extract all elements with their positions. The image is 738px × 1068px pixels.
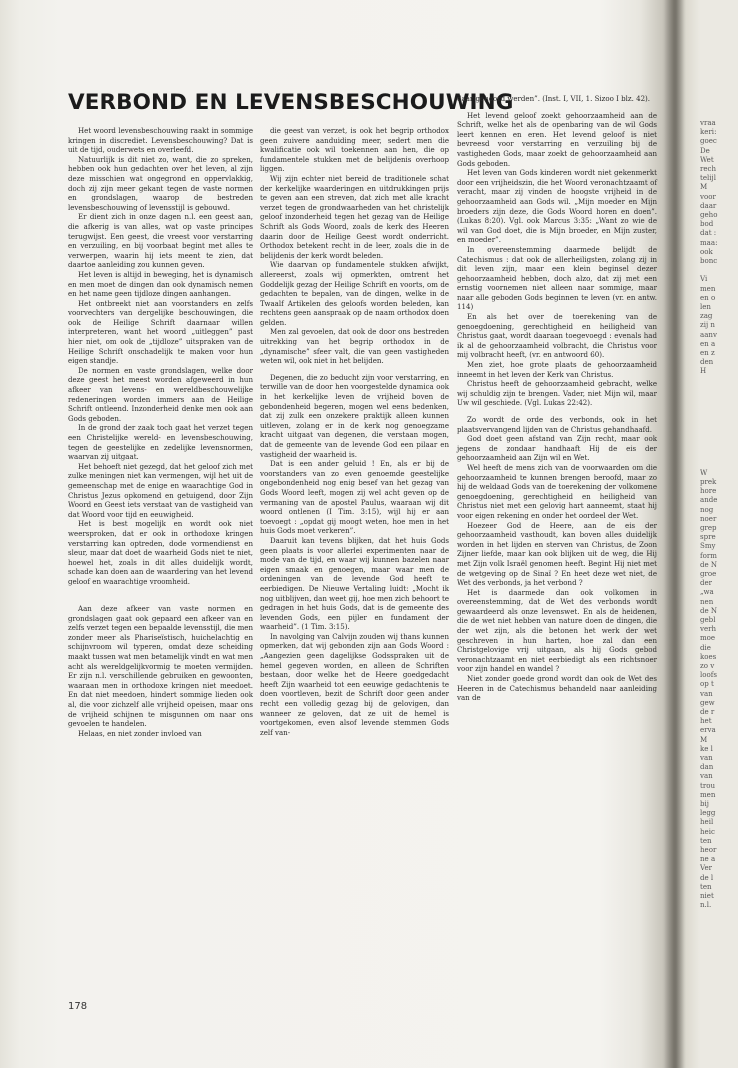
paragraph: Men ziet, hoe grote plaats de gehoorzaamheid inneemt in het leven der Kerk van Christus. bbox=[457, 360, 657, 379]
next-page-line: rech bbox=[700, 164, 717, 174]
paragraph: Dat is een ander geluid ! En, als er bij de voorstanders van zo even genoemde geestelijke ongebondenheid nog enig besef van het gezag van Gods Woord leeft, mogen zij wel acht geven op de vermaning van de apostel Paulus, waaraan wij dit woord ontlenen (I Tim. 3:15), wijl hij er aan toevoegt : „opdat gij moogt weten, hoe men in het huis Gods moet verkeren”. bbox=[260, 459, 449, 536]
next-page-line: en z bbox=[700, 348, 715, 358]
next-page-line: spre bbox=[700, 532, 716, 542]
column-left-bottom bbox=[68, 604, 253, 976]
paragraph: daar gehoord werden”. (Inst. I, VII, 1. Sizoo I blz. 42). bbox=[457, 94, 651, 103]
column-right bbox=[457, 94, 657, 978]
next-page-line: van bbox=[700, 688, 713, 698]
next-page-line: heic bbox=[700, 826, 715, 836]
paragraph: In overeenstemming daarmede belijdt de Catechismus : dat ook de allerheiligsten, zolang zij in dit leven zijn, maar een klein beginsel dezer gehoorzaamheid hebben, doch alzo, dat zij met een ernstig voornemen niet alleen naar sommige, maar naar alle geboden Gods beginnen te leven (vr. en antw. 114) bbox=[457, 244, 657, 312]
paragraph: Het leven is altijd in beweging, het is dynamisch en men moet de dingen dan ook dynamisch nemen en het name geen tijdloze dingen aanhangen. bbox=[68, 269, 253, 299]
next-page-line: men bbox=[700, 283, 716, 293]
next-page-line: Vi bbox=[700, 274, 708, 284]
next-page-line: zag bbox=[700, 311, 713, 321]
next-page-line: heor bbox=[700, 845, 717, 855]
next-page-line: loofs bbox=[700, 670, 717, 680]
next-page-line: W bbox=[700, 467, 708, 477]
next-page-lines-top bbox=[700, 118, 738, 376]
next-page-line: heil bbox=[700, 817, 714, 827]
next-page-line: telijl bbox=[700, 173, 716, 183]
next-page-line: ook bbox=[700, 246, 713, 256]
next-page-line: bod bbox=[700, 219, 714, 229]
book-spine-shadow bbox=[664, 0, 684, 1068]
next-page-line: den bbox=[700, 357, 714, 367]
next-page-line: „wa bbox=[700, 587, 714, 597]
paragraph: Het is daarmede dan ook volkomen in overeenstemming, dat de Wet des verbonds wordt gewaardeerd als onze levenswet. En als de heidenen, die de wet niet hebben van nature doen de dingen, die der wet zijn, als die betonen het werk der wet geschreven in hun harten, hoe zal dan een Christgelovige vrij uitgaan, als hij Gods gebod veronachtzaamt en niet eerbiedigt als een richtsnoer voor zijn handel en wandel ? bbox=[457, 587, 657, 674]
next-page-line: de l bbox=[700, 872, 714, 882]
next-page-line: en o bbox=[700, 292, 716, 302]
next-page-line: niet bbox=[700, 891, 714, 901]
next-page-line: n.l. bbox=[700, 900, 712, 910]
next-page-line: trou bbox=[700, 780, 715, 790]
next-page-line: nog bbox=[700, 504, 714, 514]
paragraph: Er dient zich in onze dagen n.l. een geest aan, die afkerig is van alles, wat op vaste principes terugwijst. Een geest, die vreest voor verstarring en verzuiling, en bij voorbaat begint met alles te verwerpen, waarin hij iets meent te zien, dat daartoe aanleiding zou kunnen geven. bbox=[68, 212, 253, 270]
next-page-line: geho bbox=[700, 210, 718, 220]
next-page-edge bbox=[700, 118, 738, 910]
next-page-line: van bbox=[700, 752, 713, 762]
next-page-line: H bbox=[700, 366, 707, 376]
next-page-line: vraa bbox=[700, 118, 716, 127]
next-page-line: de N bbox=[700, 559, 718, 569]
paragraph: In de grond der zaak toch gaat het verzet tegen een Christelijke wereld- en levensbeschouwing, tegen de geestelijke en zedelijke levensnormen, waarvan zij uitgaat. bbox=[68, 423, 253, 462]
next-page-line: zij n bbox=[700, 320, 715, 330]
next-page-line: der bbox=[700, 578, 713, 588]
next-page-line: ne a bbox=[700, 854, 716, 864]
paragraph: Daaruit kan tevens blijken, dat het huis Gods geen plaats is voor allerlei experimenten naar de mode van de tijd, en waar wij kunnen bazelen naar eigen smaak en genoegen, maar waar men de ordeningen van de levende God heeft te eerbiedigen. De Nieuwe Vertaling luidt: „Mocht ik nog uitblijven, dan weet gij, hoe men zich behoort te gedragen in het huis Gods, dat is de gemeente des levenden Gods, een pijler en fundament der waarheid”. (1 Tim. 3:15). bbox=[260, 535, 449, 632]
next-page-line: maa: bbox=[700, 237, 718, 247]
next-page-lines-bottom bbox=[700, 468, 738, 910]
next-page-line: prek bbox=[700, 476, 717, 486]
paragraph: Degenen, die zo beducht zijn voor verstarring, en terwille van de door hen voorgestelde dynamica ook in het kerkelijke leven de vrijheid boven de gebondenheid begeren, mogen wel eens bedenken, dat zij zulk een onzekere praktijk alleen kunnen uitleven, zolang er in de kerk nog genoegzame kracht uitgaat van degenen, die verstaan mogen, dat de gemeente van de levende God een pilaar en vastigheid der waarheid is. bbox=[260, 372, 449, 459]
next-page-line: voor bbox=[700, 191, 716, 201]
column-middle bbox=[260, 126, 449, 978]
next-page-line: het bbox=[700, 716, 712, 726]
next-page-line: de N bbox=[700, 605, 718, 615]
next-page-line: gebl bbox=[700, 614, 716, 624]
next-page-line: en a bbox=[700, 338, 716, 348]
next-page-line: len bbox=[700, 302, 711, 312]
paragraph: God doet geen afstand van Zijn recht, maar ook jegens de zondaar handhaaft Hij de eis der gehoorzaamheid aan Zijn wil en Wet. bbox=[457, 434, 657, 463]
next-page-line: Ver bbox=[700, 863, 712, 873]
paragraph: Het ontbreekt niet aan voorstanders en zelfs voorvechters van dergelijke beschouwingen, die ook de Heilige Schrift daarnaar willen interpreteren, want het woord „uitleggen” past hier niet, om ook de „tijdloze” uitspraken van de Heilige Schrift onschadelijk te maken voor hun eigen standje. bbox=[68, 298, 253, 366]
column-left-top bbox=[68, 126, 253, 596]
next-page-line: goec bbox=[700, 136, 717, 146]
next-page-line bbox=[700, 265, 738, 274]
next-page-line: erva bbox=[700, 725, 716, 735]
paragraph: Het woord levensbeschouwing raakt in sommige kringen in discrediet. Levensbeschouwing? Dat is uit de tijd, ouderwets en overleefd. bbox=[68, 126, 253, 155]
next-page-line: bonc bbox=[700, 256, 718, 266]
next-page-line: van bbox=[700, 771, 713, 781]
paragraph: Wij zijn echter niet bereid de traditionele schat der kerkelijke waarderingen en uitdrukkingen prijs te geven aan een streven, dat zich met alle kracht verzet tegen de grondwaarheden van het christelijk geloof inzonderheid tegen het gezag van de Heilige Schrift als Gods Woord, zoals de kerk des Heeren daarin door de Heilige Geest wordt onderricht. Orthodox betekent recht in de leer, zoals die in de belijdenis der kerk wordt beleden. bbox=[260, 173, 449, 260]
next-page-line: form bbox=[700, 550, 717, 560]
paragraph: Zo wordt de orde des verbonds, ook in het plaatsvervangend lijden van de Christus gehandhaafd. bbox=[457, 415, 657, 434]
next-page-line: aanv bbox=[700, 329, 717, 339]
paragraph: Het levend geloof zoekt gehoorzaamheid aan de Schrift, welke het als de openbaring van de wil Gods leert kennen en eren. Het levend geloof is niet bevreesd voor verstarring en verzuiling bij de vastigheden Gods, maar zoekt de gehoorzaamheid aan Gods geboden. bbox=[457, 110, 657, 168]
next-page-line: ten bbox=[700, 835, 712, 845]
next-page-line: die bbox=[700, 642, 711, 652]
paragraph: Helaas, en niet zonder invloed van bbox=[78, 728, 202, 738]
next-page-line: zo v bbox=[700, 660, 715, 670]
paragraph: Het behoeft niet gezegd, dat het geloof zich met zulke meningen niet kan vermengen, wijl het uit de gemeenschap met de enige en waarachtige God in Christus Jezus opkomend en getuigend, door Zijn Woord en Geest iets verstaat van de vastigheid van dat Woord voor tijd en eeuwigheid. bbox=[68, 461, 253, 519]
next-page-line: hore bbox=[700, 486, 717, 496]
next-page-line: nen bbox=[700, 596, 714, 606]
next-page-line: daar bbox=[700, 200, 717, 210]
next-page-line: M bbox=[700, 734, 708, 744]
next-page-line: koes bbox=[700, 651, 717, 661]
paragraph: En als het over de toerekening van de genoegdoening, gerechtigheid en heiligheid van Christus gaat, wordt daaraan toegevoegd : evenals had ik al de gehoorzaamheid volbracht, die Christus voor mij volbracht heeft, (vr. en antwoord 60). bbox=[457, 312, 657, 360]
next-page-line: groe bbox=[700, 568, 717, 578]
next-page-line: legg bbox=[700, 808, 716, 818]
next-page-line: keri: bbox=[700, 127, 717, 137]
next-page-line: verh bbox=[700, 624, 717, 634]
next-page-line: De bbox=[700, 145, 710, 155]
paragraph: die geest van verzet, is ook het begrip orthodox geen zuivere aanduiding meer, sedert men die kwalificatie ook wil toekennen aan hen, die op fundamentele stukken met de belijdenis overhoop liggen. bbox=[260, 126, 449, 174]
paragraph: Men zal gevoelen, dat ook de door ons bestreden uitrekking van het begrip orthodox in de „dynamische” sfeer valt, die van geen vastigheden weten wil, ook niet in het belijden. bbox=[260, 327, 449, 366]
next-page-line: Smy bbox=[700, 541, 716, 551]
paragraph: Niet zonder goede grond wordt dan ook de Wet des Heeren in de Catechismus behandeld naar aanleiding van de bbox=[457, 674, 657, 703]
paragraph: Wie daarvan op fundamentele stukken afwijkt, allereerst, zoals wij opmerkten, omtrent het Goddelijk gezag der Heilige Schrift en voorts, om de gedachten te bepalen, van de dingen, welke in de Twaalf Artikelen des geloofs worden beleden, kan rechtens geen aanspraak op de naam orthodox doen gelden. bbox=[260, 260, 449, 327]
next-page-line: ten bbox=[700, 881, 712, 891]
paragraph: Het leven van Gods kinderen wordt niet gekenmerkt door een vrijheidszin, die het Woord veronachtzaamt of veracht, maar zij vinden de hoogste vrijheid in de gehoorzaamheid aan Gods wil. „Mijn moeder en Mijn broeders zijn deze, die Gods Woord horen en doen”. (Lukas 8:20). Vgl. ook Marcus 3:35: „Want zo wie de wil van God doet, die is Mijn broeder, en Mijn zuster, en moeder”. bbox=[457, 168, 657, 245]
next-page-line: de r bbox=[700, 706, 715, 716]
paragraph: De normen en vaste grondslagen, welke door deze geest het meest worden afgeweerd in hun afkeer van levens- en wereldbeschouwelijke redeneringen worden immers aan de Heilige Schrift ontleend. Inzonderheid denke men ook aan Gods geboden. bbox=[68, 365, 253, 423]
next-page-line: bij bbox=[700, 799, 709, 808]
next-page-line: dat : bbox=[700, 228, 717, 238]
next-page-line: op t bbox=[700, 679, 714, 689]
next-page-line: M bbox=[700, 182, 708, 192]
paragraph: Het is best mogelijk en wordt ook niet weersproken, dat er ook in orthodoxe kringen verstarring kan optreden, dode vormendienst en sleur, maar dat doet de waarheid Gods niet te niet, hoewel het, zoals in dit alles duidelijk wordt, schade kan doen aan de waardering van het levend geloof en waarachtige vroomheid. bbox=[68, 519, 253, 586]
paragraph: Aan deze afkeer van vaste normen en grondslagen gaat ook gepaard een afkeer van en zelfs verzet tegen een bepaalde levensstijl, die men zonder meer als Phariseïstisch, huichelachtig en schijnvroom wil typeren, omdat deze scheiding maakt tussen wat men betamelijk vindt en wat men acht als wereldgelijkvormig te moeten vermijden. Er zijn n.l. verschillende gebruiken en gewoonten, waaraan men in orthodoxe kringen niet meedoet. En dat niet meedoen, hindert sommige lieden ook al, die voor zichzelf alle vrijheid opeisen, maar ons de vrijheid schijnen te misgunnen om naar ons gevoelen te handelen. bbox=[68, 604, 253, 729]
paragraph: Natuurlijk is dit niet zo, want, die zo spreken, hebben ook hun gedachten over het leven, al zijn deze misschien wat ongegrond en oppervlakkig, doch zij zijn meer gekant tegen de vaste normen en grondslagen, waarop de bestreden levensbeschouwing of levensstijl is gebouwd. bbox=[68, 154, 253, 212]
next-page-line: moe bbox=[700, 633, 716, 643]
next-page-line: dan bbox=[700, 762, 714, 772]
next-page-line: men bbox=[700, 789, 716, 799]
next-page-line: Wet bbox=[700, 154, 714, 164]
paragraph: Christus heeft de gehoorzaamheid gebracht, welke wij schuldig zijn te brengen. Vader, niet Mijn wil, maar Uw wil geschiede. (Vgl. Lukas 22:42). bbox=[457, 379, 657, 408]
paragraph: Wel heeft de mens zich van de voorwaarden om die gehoorzaamheid te kunnen brengen beroofd, maar zo hij de weldaad Gods van de toerekening der volkomene genoegdoening, gerechtigheid en heiligheid van Christus niet met een gelovig hart aanneemt, staat hij voor eigen rekening en onder het oordeel der Wet. bbox=[457, 462, 657, 520]
next-page-line: noer bbox=[700, 513, 717, 523]
article-title: VERBOND EN LEVENSBESCHOUWING bbox=[68, 90, 514, 115]
next-page-line: gew bbox=[700, 697, 715, 707]
next-page-line: ande bbox=[700, 495, 718, 505]
paragraph: Hoezeer God de Heere, aan de eis der gehoorzaamheid vasthoudt, kan boven alles duidelijk worden in het lijden en sterven van Christus, de Zoon Zijner liefde, maar kan ook blijken uit de weg, die Hij met Zijn volk Israël genomen heeft. Begint Hij niet met de wetgeving op de Sinaï ? En heet deze wet niet, de Wet des verbonds, ja het verbond ? bbox=[457, 520, 657, 588]
paragraph: In navolging van Calvijn zouden wij thans kunnen opmerken, dat wij gebonden zijn aan Gods Woord : „Aangezien geen dagelijkse Godsspraken uit de hemel gegeven worden, en alleen de Schriften bestaan, door welke het de Heere goedgedacht heeft Zijn waarheid tot een eeuwige gedachtenis te doen voortleven, bezit de Schrift door geen ander recht een volledig gezag bij de gelovigen, dan wanneer ze geloven, dat ze uit de hemel is voortgekomen, even alsof levende stemmen Gods zelf van- bbox=[260, 631, 449, 737]
next-page-line: ke l bbox=[700, 743, 713, 753]
page-number: 178 bbox=[68, 1001, 88, 1012]
next-page-line: grep bbox=[700, 522, 717, 532]
